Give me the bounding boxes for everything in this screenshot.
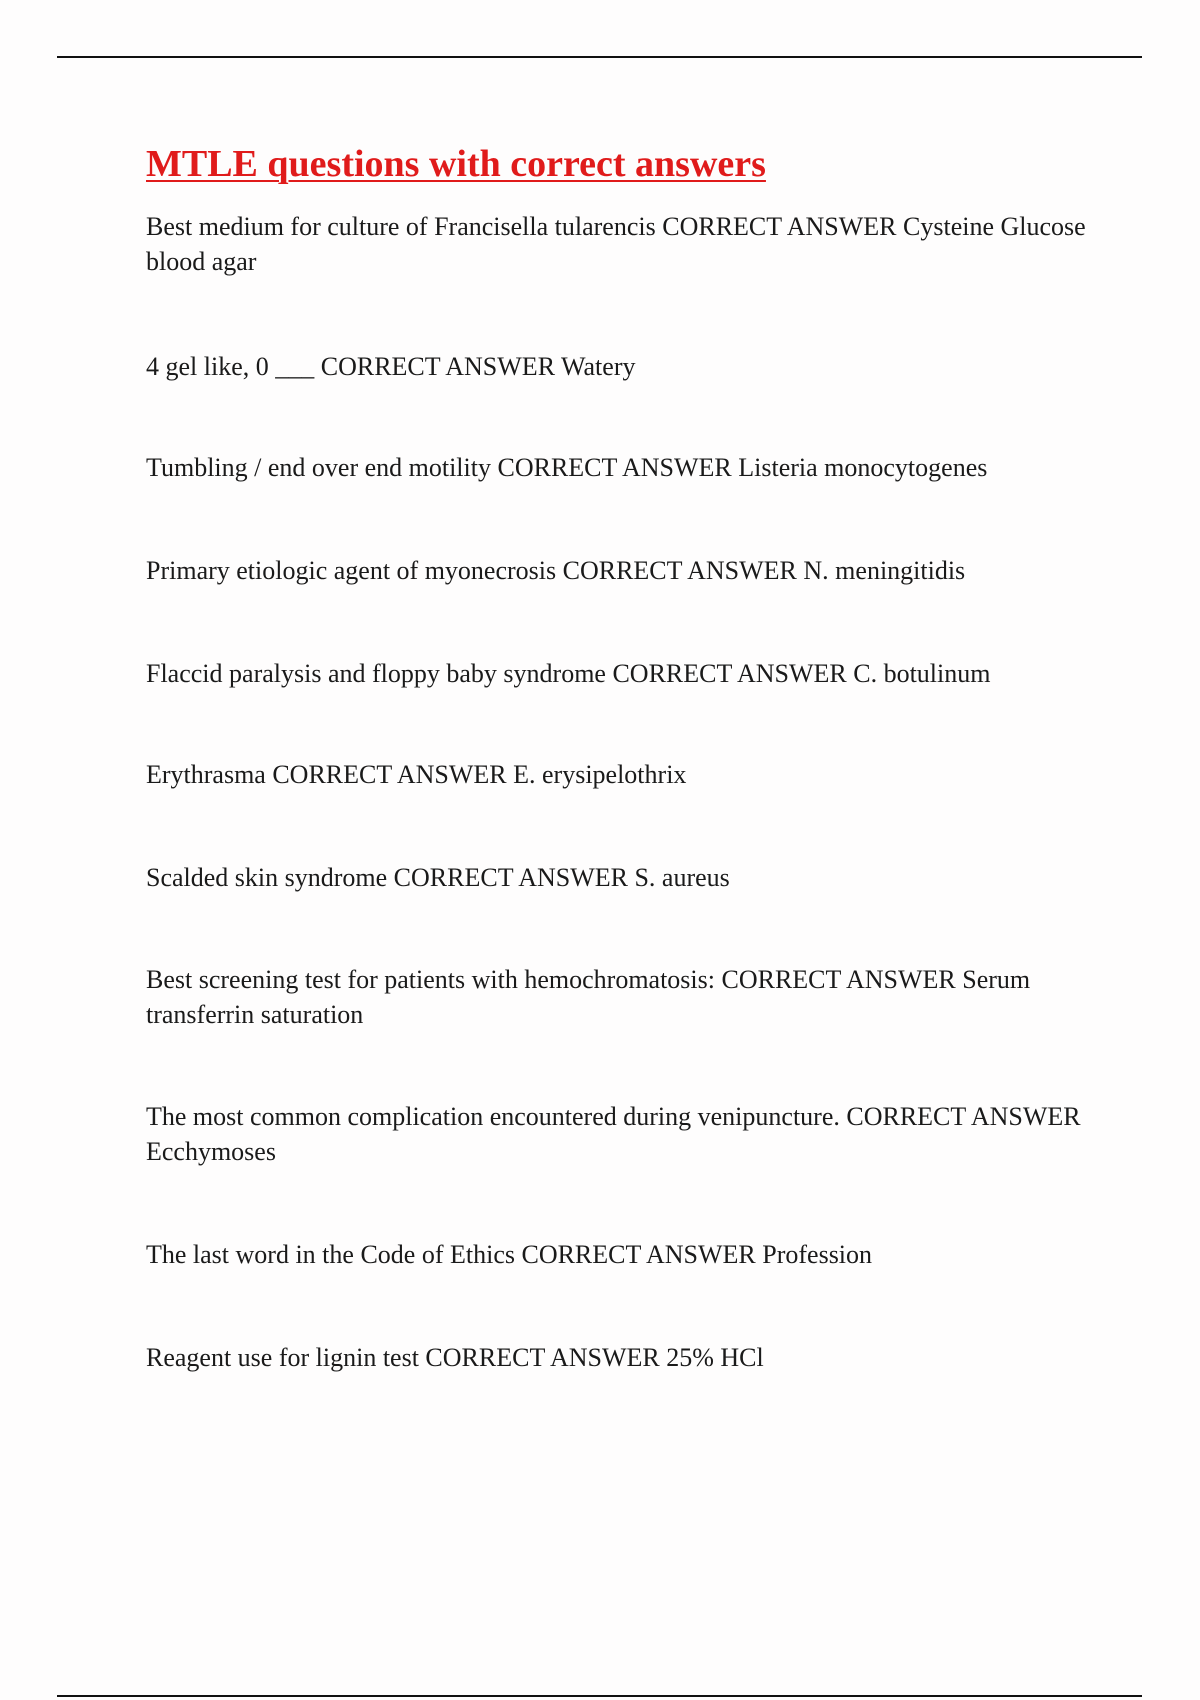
qa-item: Tumbling / end over end motility CORRECT ANSWER Listeria monocytogenes	[146, 453, 988, 482]
qa-item: 4 gel like, 0 ___ CORRECT ANSWER Watery	[146, 352, 636, 381]
qa-item: Flaccid paralysis and floppy baby syndrome CORRECT ANSWER C. botulinum	[146, 659, 991, 688]
qa-item: The most common complication encountered during venipuncture. CORRECT ANSWER Ecchymoses	[146, 1102, 1081, 1166]
qa-item: Best medium for culture of Francisella tularencis CORRECT ANSWER Cysteine Glucose blood agar	[146, 212, 1086, 276]
qa-item: Best screening test for patients with hemochromatosis: CORRECT ANSWER Serum transferrin saturation	[146, 965, 1031, 1029]
qa-item: Scalded skin syndrome CORRECT ANSWER S. aureus	[146, 863, 730, 892]
qa-item: Reagent use for lignin test CORRECT ANSWER 25% HCl	[146, 1343, 764, 1372]
bottom-rule	[57, 1695, 1142, 1697]
document-title: MTLE questions with correct answers	[146, 143, 766, 185]
qa-item: Erythrasma CORRECT ANSWER E. erysipelothrix	[146, 760, 687, 789]
qa-item: Primary etiologic agent of myonecrosis CORRECT ANSWER N. meningitidis	[146, 556, 966, 585]
qa-item: The last word in the Code of Ethics CORRECT ANSWER Profession	[146, 1240, 873, 1269]
top-rule	[57, 56, 1142, 58]
